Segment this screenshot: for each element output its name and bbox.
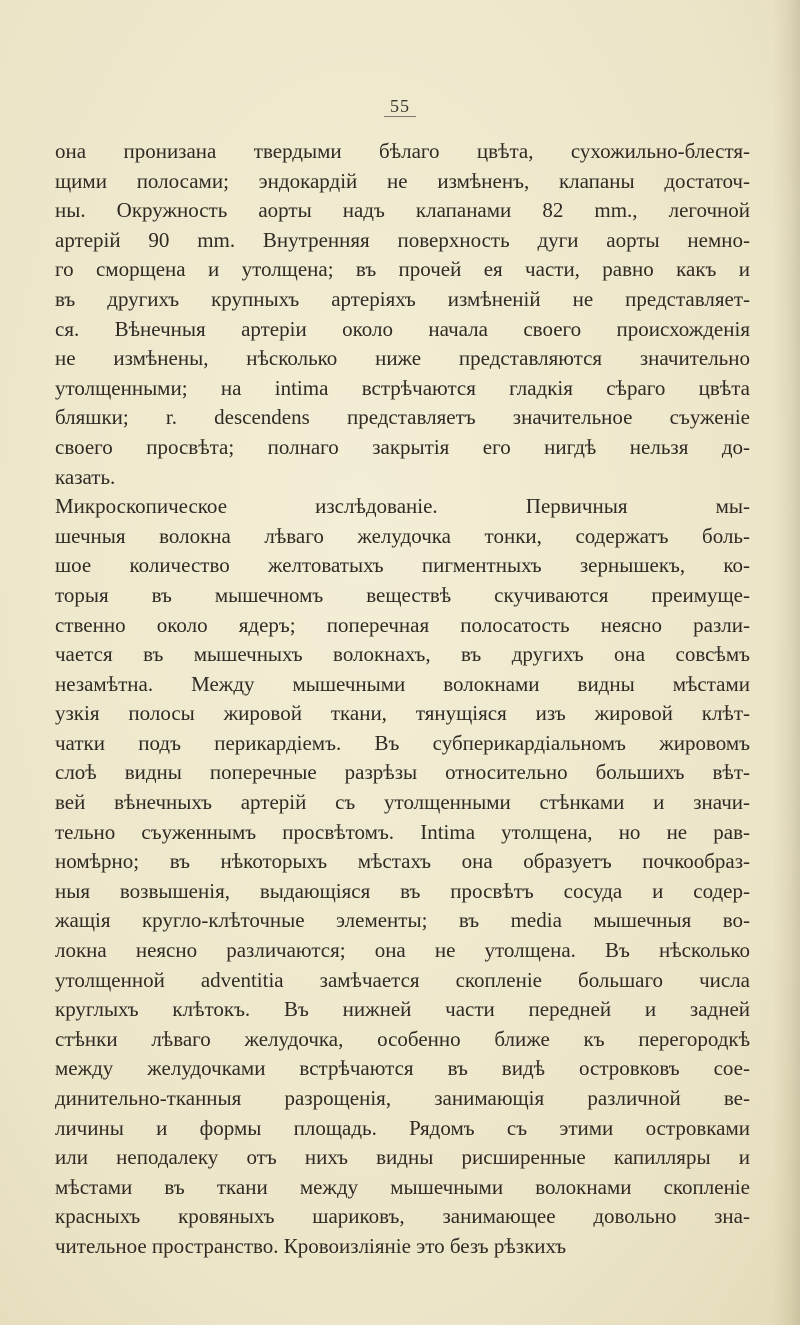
text-line: личины и формы площадь. Рядомъ съ этими островками bbox=[55, 1115, 750, 1140]
text-line: узкія полосы жировой ткани, тянущіяся изъ жировой клѣт- bbox=[55, 701, 750, 726]
text-line: шечныя волокна лѣваго желудочка тонки, содержатъ боль- bbox=[55, 523, 750, 548]
text-line: щими полосами; эндокардій не измѣненъ, клапаны достаточ- bbox=[55, 168, 750, 193]
text-line: локна неясно различаются; она не утолщена. Въ нѣсколько bbox=[55, 938, 750, 963]
page-number bbox=[0, 96, 800, 117]
text-line: торыя въ мышечномъ веществѣ скучиваются преимуще- bbox=[55, 582, 750, 607]
text-line: шое количество желтоватыхъ пигментныхъ зернышекъ, ко- bbox=[55, 553, 750, 578]
text-line: своего просвѣта; полнаго закрытія его нигдѣ нельзя до- bbox=[55, 434, 750, 459]
text-line: незамѣтна. Между мышечными волокнами видны мѣстами bbox=[55, 671, 750, 696]
text-line: красныхъ кровяныхъ шариковъ, занимающее довольно зна- bbox=[55, 1204, 750, 1229]
text-line: стѣнки лѣваго желудочка, особенно ближе къ перегородкѣ bbox=[55, 1026, 750, 1051]
text-line: утолщенными; на intima встрѣчаются гладкія сѣраго цвѣта bbox=[55, 375, 750, 400]
text-line: номѣрно; въ нѣкоторыхъ мѣстахъ она образуетъ почкообраз- bbox=[55, 849, 750, 874]
text-line: Микроскопическое изслѣдованіе. Первичныя мы- bbox=[55, 494, 750, 519]
text-line: ственно около ядеръ; поперечная полосатость неясно разли- bbox=[55, 612, 750, 637]
text-line: между желудочками встрѣчаются въ видѣ островковъ сое- bbox=[55, 1056, 750, 1081]
text-line: въ другихъ крупныхъ артеріяхъ измѣненій не представляет- bbox=[55, 286, 750, 311]
text-line: бляшки; r. descendens представляетъ значительное съуженіе bbox=[55, 405, 750, 430]
text-line: артерій 90 mm. Внутренняя поверхность дуги аорты немно- bbox=[55, 227, 750, 252]
page-number-value: 55 bbox=[384, 96, 416, 117]
text-line: ныя возвышенія, выдающіяся въ просвѣтъ сосуда и содер- bbox=[55, 878, 750, 903]
text-line: динительно-тканныя разрощенія, занимающія различной ве- bbox=[55, 1086, 750, 1110]
text-line: го сморщена и утолщена; въ прочей ея части, равно какъ и bbox=[55, 257, 750, 282]
text-line: вей вѣнечныхъ артерій съ утолщенными стѣнками и значи- bbox=[55, 790, 750, 815]
text-line: чительное пространство. Кровоизліяніе это безъ рѣзкихъ bbox=[55, 1233, 567, 1258]
text-line: ся. Вѣнечныя артеріи около начала своего происхожденія bbox=[55, 316, 750, 341]
text-line: утолщенной adventitia замѣчается скопленіе большаго числа bbox=[55, 967, 750, 992]
page-edge-shadow bbox=[772, 0, 800, 1325]
text-line: слоѣ видны поперечные разрѣзы относительно большихъ вѣт- bbox=[55, 760, 750, 785]
text-line: тельно съуженнымъ просвѣтомъ. Intima утолщена, но не рав- bbox=[55, 819, 750, 844]
text-line: мѣстами въ ткани между мышечными волокнами скопленіе bbox=[55, 1174, 750, 1199]
text-line: она пронизана твердыми бѣлаго цвѣта, сухожильно-блестя- bbox=[55, 139, 750, 163]
text-line: или неподалеку отъ нихъ видны рисширенные капилляры и bbox=[55, 1145, 750, 1170]
text-line: жащія кругло-клѣточные элементы; въ media мышечныя во- bbox=[55, 908, 750, 933]
text-line: чатки подъ перикардіемъ. Въ субперикардіальномъ жировомъ bbox=[55, 730, 750, 755]
body-text bbox=[55, 137, 750, 1262]
text-line: не измѣнены, нѣсколько ниже представляются значительно bbox=[55, 346, 750, 371]
text-line: казать. bbox=[55, 464, 116, 489]
text-line: ны. Окружность аорты надъ клапанами 82 mm., легочной bbox=[55, 198, 750, 223]
text-line: чается въ мышечныхъ волокнахъ, въ другихъ она совсѣмъ bbox=[55, 642, 750, 667]
text-line: круглыхъ клѣтокъ. Въ нижней части передней и задней bbox=[55, 997, 750, 1022]
